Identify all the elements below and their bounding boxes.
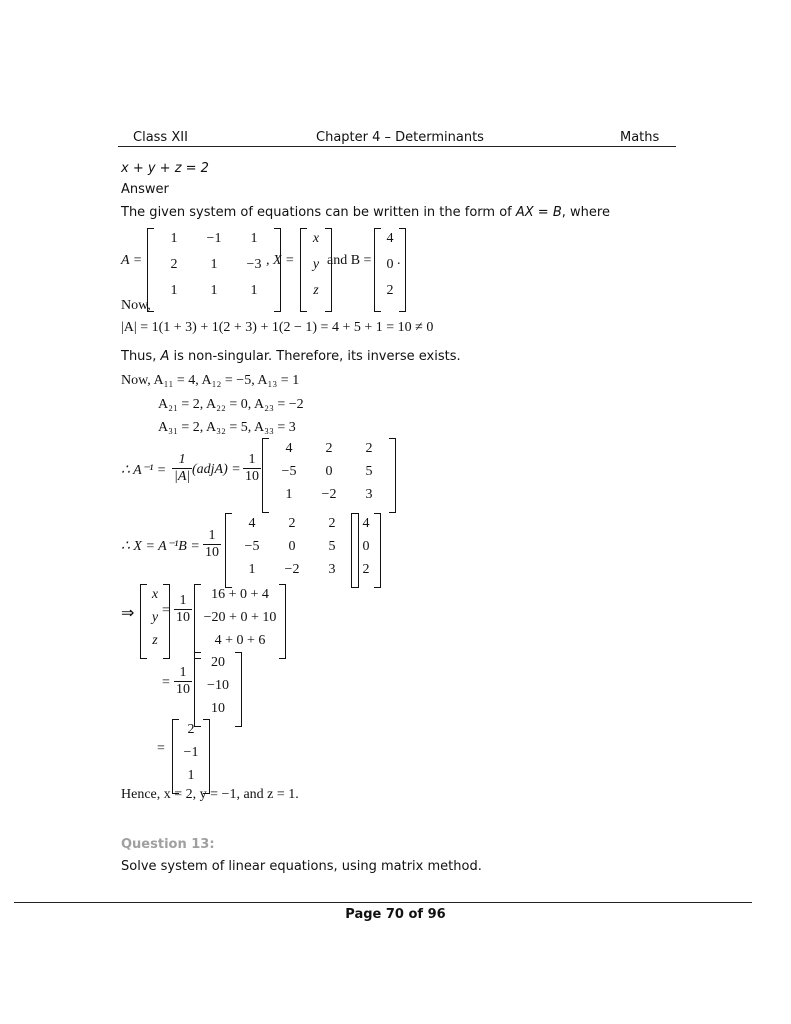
matrix-cell: 1 [210, 257, 218, 272]
matrix-cell: 4 [285, 441, 293, 456]
matrix-cell: 2 [187, 722, 195, 737]
fraction-one-over-ten [174, 665, 192, 698]
determinant-line: |A| = 1(1 + 3) + 1(2 + 3) + 1(2 − 1) = 4 + 5 + 1 = 10 ≠ 0 [121, 320, 434, 335]
matrix-cell: y [312, 257, 320, 272]
intro-suffix: , where [561, 205, 610, 220]
fraction-numerator: 1 [172, 452, 192, 469]
fraction-numerator: 1 [203, 528, 221, 545]
matrix-cell: 0 [325, 464, 333, 479]
header-chapter: Chapter 4 – Determinants [316, 130, 484, 145]
matrix-cell: −20 + 0 + 10 [203, 610, 277, 625]
matrix-cell: −10 [207, 678, 229, 693]
intro-line [121, 205, 610, 220]
matrix-cell: 1 [170, 283, 178, 298]
matrix-cell: 0 [362, 539, 370, 554]
fraction-one-over-ten [203, 528, 221, 561]
matrix-cell: 2 [362, 562, 370, 577]
matrix-cell: 3 [328, 562, 336, 577]
matrix-right-bracket [203, 719, 210, 794]
matrix-cell: 4 + 0 + 6 [214, 633, 266, 648]
matrix-right-bracket [399, 228, 406, 312]
matrix-cell: 2 [386, 283, 394, 298]
matrix-left-bracket [374, 228, 381, 312]
matrix-left-bracket [225, 513, 232, 588]
fraction-numerator: 1 [243, 452, 261, 469]
intro-prefix: The given system of equations can be written in the form of [121, 205, 516, 220]
now-label: Now, [121, 298, 151, 313]
fraction-denominator: 10 [245, 469, 259, 484]
matrix-cell: 1 [250, 283, 258, 298]
header-subject: Maths [620, 130, 660, 145]
matrix-cell: −5 [244, 539, 260, 554]
adjoint-matrix [262, 438, 396, 513]
matrix-cell: 2 [325, 441, 333, 456]
column-expressions [194, 584, 286, 659]
fraction-numerator: 1 [174, 665, 192, 682]
matrix-cell: 5 [365, 464, 373, 479]
matrix-cell: 20 [211, 655, 225, 670]
matrix-right-bracket [374, 513, 381, 588]
matrix-right-bracket [163, 584, 170, 659]
matrix-cell: −1 [183, 745, 199, 760]
matrix-cell: 1 [187, 768, 195, 783]
label-and-b: and B = [327, 253, 372, 268]
matrix-cell: 16 + 0 + 4 [211, 587, 269, 602]
matrix-right-bracket [235, 652, 242, 727]
matrix-cell: 3 [365, 487, 373, 502]
matrix-cell: 10 [211, 701, 225, 716]
matrix-cell: 0 [386, 257, 394, 272]
fraction-one-over-det [172, 452, 192, 485]
fraction-denominator: |A| [174, 469, 191, 484]
page-number: Page 70 of 96 [345, 907, 446, 922]
implies-symbol: ⇒ [121, 605, 135, 622]
cofactors-row-3: A₃₁ = 2, A₃₂ = 5, A₃₃ = 3 [158, 420, 296, 435]
header-class: Class XII [133, 130, 188, 145]
column-values [194, 652, 242, 727]
matrix-cell: 1 [248, 562, 256, 577]
matrix-cell: −2 [284, 562, 300, 577]
cofactors-row-2: A₂₁ = 2, A₂₂ = 0, A₂₃ = −2 [158, 397, 304, 412]
period: . [397, 253, 401, 268]
question-text: Solve system of linear equations, using matrix method. [121, 859, 482, 874]
column-final [172, 719, 210, 794]
matrix-x [300, 228, 332, 312]
matrix-right-bracket [389, 438, 396, 513]
fraction-one-over-ten [174, 593, 192, 626]
equals-sign: = [162, 675, 170, 690]
matrix-cell: 2 [365, 441, 373, 456]
fraction-denominator: 10 [176, 610, 190, 625]
matrix-cell: y [151, 610, 159, 625]
hence-line: Hence, x = 2, y = −1, and z = 1. [121, 787, 299, 802]
matrix-cell: z [152, 633, 158, 648]
matrix-left-bracket [140, 584, 147, 659]
matrix-cell: 1 [285, 487, 293, 502]
header-rule [118, 146, 676, 147]
thus-line [121, 349, 461, 364]
fraction-denominator: 10 [205, 545, 219, 560]
matrix-cell: 4 [248, 516, 256, 531]
matrix-cell: 0 [288, 539, 296, 554]
matrix-right-bracket [274, 228, 281, 312]
matrix-cell: x [151, 587, 159, 602]
matrix-cell: 2 [328, 516, 336, 531]
matrix-cell: 4 [386, 231, 394, 246]
matrix-left-bracket [194, 584, 201, 659]
matrix-left-bracket [194, 652, 201, 727]
thus-a: A [160, 349, 170, 364]
matrix-a [147, 228, 281, 312]
cofactors-row-1: Now, A₁₁ = 4, A₁₂ = −5, A₁₃ = 1 [121, 373, 300, 388]
matrix-left-bracket [172, 719, 179, 794]
intro-eq: AX = B [515, 205, 562, 220]
inverse-lhs: ∴ A⁻¹ = [121, 463, 167, 478]
matrix-right-bracket [325, 228, 332, 312]
equals-sign: = [157, 741, 165, 756]
question-label: Question 13: [121, 837, 215, 852]
answer-label: Answer [121, 182, 169, 197]
matrix-left-bracket [262, 438, 269, 513]
fraction-numerator: 1 [174, 593, 192, 610]
equation-line: x + y + z = 2 [121, 161, 209, 176]
matrix-cell: 1 [170, 231, 178, 246]
matrix-cell: z [313, 283, 319, 298]
matrix-cell: 1 [210, 283, 218, 298]
matrix-right-bracket [279, 584, 286, 659]
matrix-cell: −3 [246, 257, 262, 272]
label-x-eq: , X = [266, 253, 295, 268]
matrix-cell: −1 [206, 231, 222, 246]
matrix-b [351, 513, 381, 588]
matrix-cell: −5 [281, 464, 297, 479]
inverse-mid: (adjA) = [192, 462, 241, 477]
equals-sign: = [162, 603, 170, 618]
label-a-eq: A = [121, 253, 143, 268]
matrix-cell: 1 [250, 231, 258, 246]
thus-suffix: is non-singular. Therefore, its inverse exists. [169, 349, 461, 364]
matrix-cell: 2 [170, 257, 178, 272]
matrix-cell: 5 [328, 539, 336, 554]
x-eq-lhs: ∴ X = A⁻¹B = [121, 539, 200, 554]
fraction-one-over-ten [243, 452, 261, 485]
fraction-denominator: 10 [176, 682, 190, 697]
matrix-cell: 2 [288, 516, 296, 531]
matrix-cell: −2 [321, 487, 337, 502]
matrix-x [140, 584, 170, 659]
footer-rule [14, 902, 752, 903]
thus-prefix: Thus, [121, 349, 161, 364]
matrix-left-bracket [351, 513, 358, 588]
matrix-left-bracket [300, 228, 307, 312]
matrix-b [374, 228, 406, 312]
adjoint-matrix [225, 513, 359, 588]
matrix-cell: 4 [362, 516, 370, 531]
matrix-cell: x [312, 231, 320, 246]
